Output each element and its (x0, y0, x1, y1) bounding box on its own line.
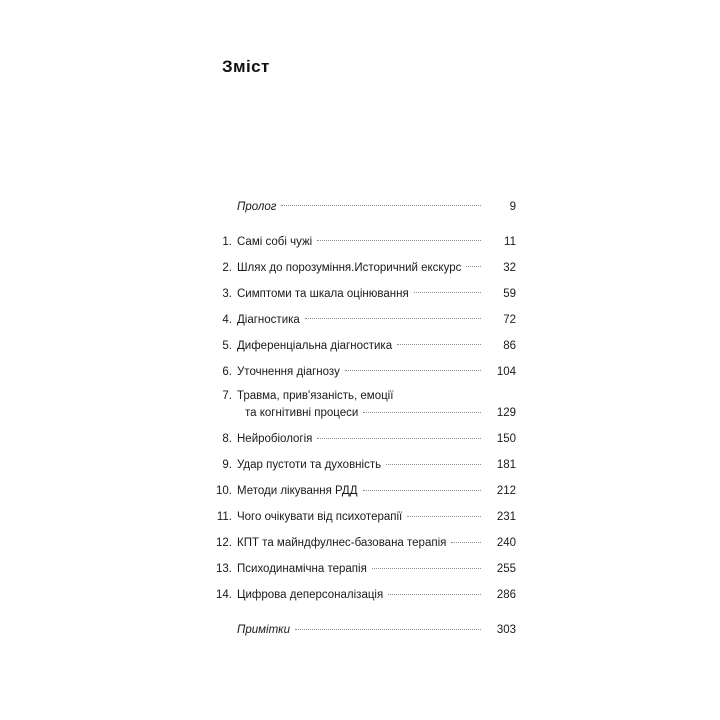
toc-leader-dots (317, 233, 481, 245)
toc-leader-dots (414, 285, 481, 297)
toc-entry-line-1 (237, 389, 516, 405)
toc-entry-label: Діагностика (237, 313, 300, 326)
toc-entry-number: 3. (222, 287, 232, 300)
toc-entry-page: 181 (496, 459, 516, 472)
toc-entry-chapter-7[interactable] (206, 389, 516, 422)
toc-entry-label: Травма, прив'язаність, емоції (237, 390, 394, 403)
toc-entry-label: Нейробіологія (237, 433, 313, 446)
toc-entry-page: 286 (496, 589, 516, 602)
toc-entry-chapter-13[interactable] (206, 561, 516, 578)
toc-leader-dots (363, 405, 481, 417)
toc-entry-label: Уточнення діагнозу (237, 365, 340, 378)
toc-entry-chapter-11[interactable] (206, 509, 516, 526)
toc-entry-page: 255 (496, 563, 516, 576)
toc-entry-number: 7. (222, 390, 232, 403)
toc-entry-chapter-9[interactable] (206, 457, 516, 474)
toc-entry-number: 8. (222, 433, 232, 446)
toc-entry-line-2 (237, 405, 516, 422)
toc-entry-number: 5. (222, 339, 232, 352)
toc-entry-chapter-1[interactable] (206, 233, 516, 250)
toc-entry-label: Примітки (237, 624, 290, 637)
toc-leader-dots (345, 363, 481, 375)
toc-entry-chapter-6[interactable] (206, 363, 516, 380)
toc-entry-chapter-12[interactable] (206, 535, 516, 552)
toc-entry-page: 129 (496, 407, 516, 420)
page-title: Зміст (222, 57, 270, 76)
toc-entry-number: 1. (222, 235, 232, 248)
toc-entry-page: 72 (503, 313, 516, 326)
toc-entry-number: 4. (222, 313, 232, 326)
toc-leader-dots (388, 587, 481, 599)
toc-entry-prolog[interactable] (206, 198, 516, 215)
toc-leader-dots (407, 509, 481, 521)
toc-leader-dots (281, 198, 481, 210)
toc-entry-page: 9 (509, 200, 516, 213)
toc-leader-dots (305, 311, 481, 323)
toc-entry-notes[interactable] (206, 622, 516, 639)
toc-entry-chapter-3[interactable] (206, 285, 516, 302)
toc-entry-label: Цифрова деперсоналізація (237, 589, 384, 602)
toc-entry-label: Чого очікувати від психотерапії (237, 511, 403, 524)
toc-entry-label: Удар пустоти та духовність (237, 459, 382, 472)
toc-entry-page: 32 (503, 261, 516, 274)
table-of-contents (206, 198, 516, 648)
toc-entry-label: Методи лікування РДД (237, 485, 358, 498)
toc-entry-number: 9. (222, 459, 232, 472)
toc-entry-label: Психодинамічна терапія (237, 563, 367, 576)
toc-entry-chapter-10[interactable] (206, 483, 516, 500)
toc-entry-page: 11 (504, 235, 516, 248)
toc-entry-chapter-14[interactable] (206, 587, 516, 604)
toc-entry-number: 10. (216, 485, 232, 498)
toc-entry-chapter-5[interactable] (206, 337, 516, 354)
toc-entry-number: 2. (222, 261, 232, 274)
toc-entry-page: 59 (503, 287, 516, 300)
toc-entry-number: 14. (216, 589, 232, 602)
toc-leader-dots (451, 535, 481, 547)
toc-entry-number: 12. (216, 537, 232, 550)
toc-leader-dots (397, 337, 481, 349)
toc-entry-page: 86 (503, 339, 516, 352)
toc-entry-label-italic: Историчний екскурс (354, 261, 462, 274)
toc-entry-label: Пролог (237, 200, 277, 213)
toc-entry-page: 231 (496, 511, 516, 524)
toc-leader-dots (372, 561, 481, 573)
toc-entry-page: 150 (496, 433, 516, 446)
toc-entry-page: 212 (496, 485, 516, 498)
toc-entry-label: Самі собі чужі (237, 235, 313, 248)
toc-leader-dots (363, 483, 482, 495)
toc-entry-number: 6. (222, 365, 232, 378)
toc-entry-chapter-2[interactable] (206, 259, 516, 276)
toc-entry-chapter-8[interactable] (206, 431, 516, 448)
toc-entry-page: 303 (496, 624, 516, 637)
toc-entry-body (237, 389, 516, 422)
toc-entry-label: КПТ та майндфулнес-базована терапія (237, 537, 447, 550)
toc-entry-label: Симптоми та шкала оцінювання (237, 287, 409, 300)
toc-entry-page: 104 (496, 365, 516, 378)
toc-entry-label: Диференціальна діагностика (237, 339, 393, 352)
toc-leader-dots (466, 259, 481, 271)
toc-entry-number: 13. (216, 563, 232, 576)
toc-leader-dots (386, 457, 481, 469)
toc-entry-page: 240 (496, 537, 516, 550)
toc-entry-label-continued: та когнітивні процеси (245, 407, 359, 420)
toc-entry-chapter-4[interactable] (206, 311, 516, 328)
toc-leader-dots (317, 431, 481, 443)
toc-entry-number: 11. (216, 511, 232, 524)
toc-entry-label: Шлях до порозуміння. (237, 261, 355, 274)
toc-leader-dots (295, 622, 481, 634)
